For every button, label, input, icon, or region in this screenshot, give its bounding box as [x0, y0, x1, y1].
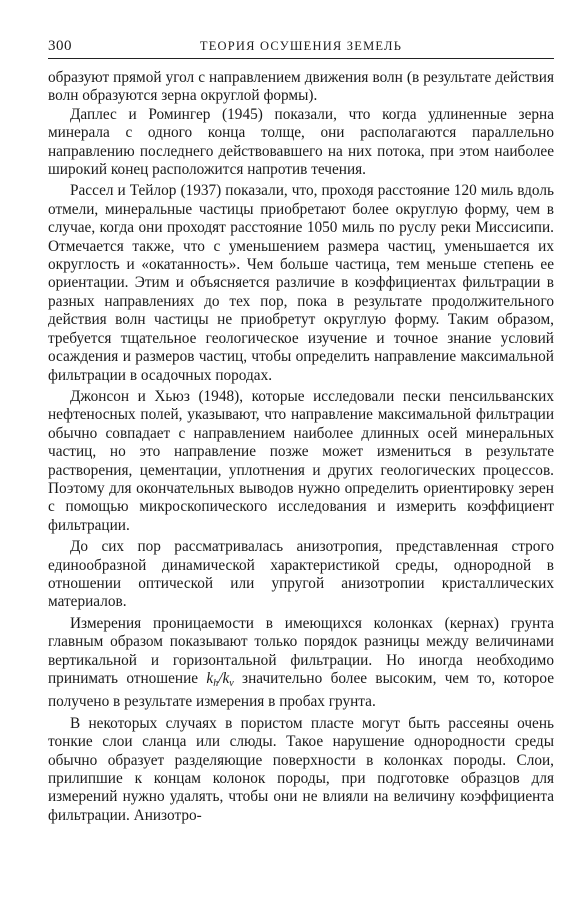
paragraph-permeability-measurement	[48, 615, 554, 712]
formula-v-subscript: v	[229, 678, 234, 689]
paragraph-daples-rominger: Даплес и Ромингер (1945) показали, что когда удлиненные зерна минерала с одного конца толще, они располагаются параллельно направлению последнего действовавшего на них потока, при этом наиболее широкий конец расположится напротив течения.	[48, 105, 554, 179]
formula-slash: /	[218, 670, 223, 687]
paragraph-anisotropy: До сих пор рассматривалась анизотропия, представленная строго единообразной динамической характеристикой среды, однородной в отношении оптической или упругой анизотропии кристаллических материалов.	[48, 538, 554, 611]
paragraph-russell-taylor: Рассел и Тейлор (1937) показали, что, проходя расстояние 120 миль вдоль отмели, минеральные частицы приобретают более округлую форму, чем в случае, когда они проходят расстояние 1050 миль по руслу реки Миссисипи. Отмечается также, что с уменьшением размера частиц, уменьшается их округлость и «окатанность». Чем больше частица, тем меньше степень ее ориентации. Этим и объясняется различие в коэффициентах фильтрации в разных направлениях до тех пор, пока в результате продолжительного действия волн частицы не приобретут округлую форму. Таким образом, требуется тщательное геологическое изучение и точное знание условий осаждения и размеров частиц, чтобы определить направление максимальной фильтрации в осадочных породах.	[48, 182, 554, 384]
measure-text-after: значительно более высоким, чем то, которое получено в результате измерения в пробах грунта.	[48, 670, 555, 711]
measure-text-before: Измерения проницаемости в имеющихся колонках (кернах) грунта главным образом показывают только порядок разницы между величинами вертикальной и горизонтальной фильтрации. Но иногда необходимо принимать отношение	[48, 614, 554, 687]
running-head: ТЕОРИЯ ОСУШЕНИЯ ЗЕМЕЛЬ	[199, 39, 403, 53]
body-text	[48, 69, 554, 825]
page-header	[48, 36, 554, 59]
page-number: 300	[48, 38, 72, 54]
formula-k-h-symbol: k	[206, 670, 214, 687]
formula-h-subscript: h	[213, 678, 219, 689]
formula-k-v-symbol: k	[222, 670, 230, 687]
book-page	[48, 36, 554, 825]
paragraph-johnson-hughes: Джонсон и Хьюз (1948), которые исследовали пески пенсильванских нефтеносных полей, указывают, что направление максимальной фильтрации обычно совпадает с направлением наиболее длинных осей минеральных частиц, но это направление позже может измениться в результате растворения, цементации, уплотнения и других геологических процессов. Поэтому для окончательных выводов нужно определить ориентировку зерен с помощью микроскопического исследования и измерить коэффициент фильтрации.	[48, 387, 554, 534]
formula-k	[206, 670, 233, 687]
paragraph-thin-layers: В некоторых случаях в пористом пласте могут быть рассеяны очень тонкие слои сланца или слюды. Такое нарушение однородности среды обычно образует разделяющие поверхности в колонках породы. Слои, прилипшие к концам колонок породы, при подготовке образцов для измерений нужно удалять, чтобы они не влияли на величину коэффициента фильтрации. Анизотро-	[48, 714, 554, 824]
paragraph-continuation: образуют прямой угол с направлением движения волн (в результате действия волн образуются зерна округлой формы).	[48, 69, 554, 105]
